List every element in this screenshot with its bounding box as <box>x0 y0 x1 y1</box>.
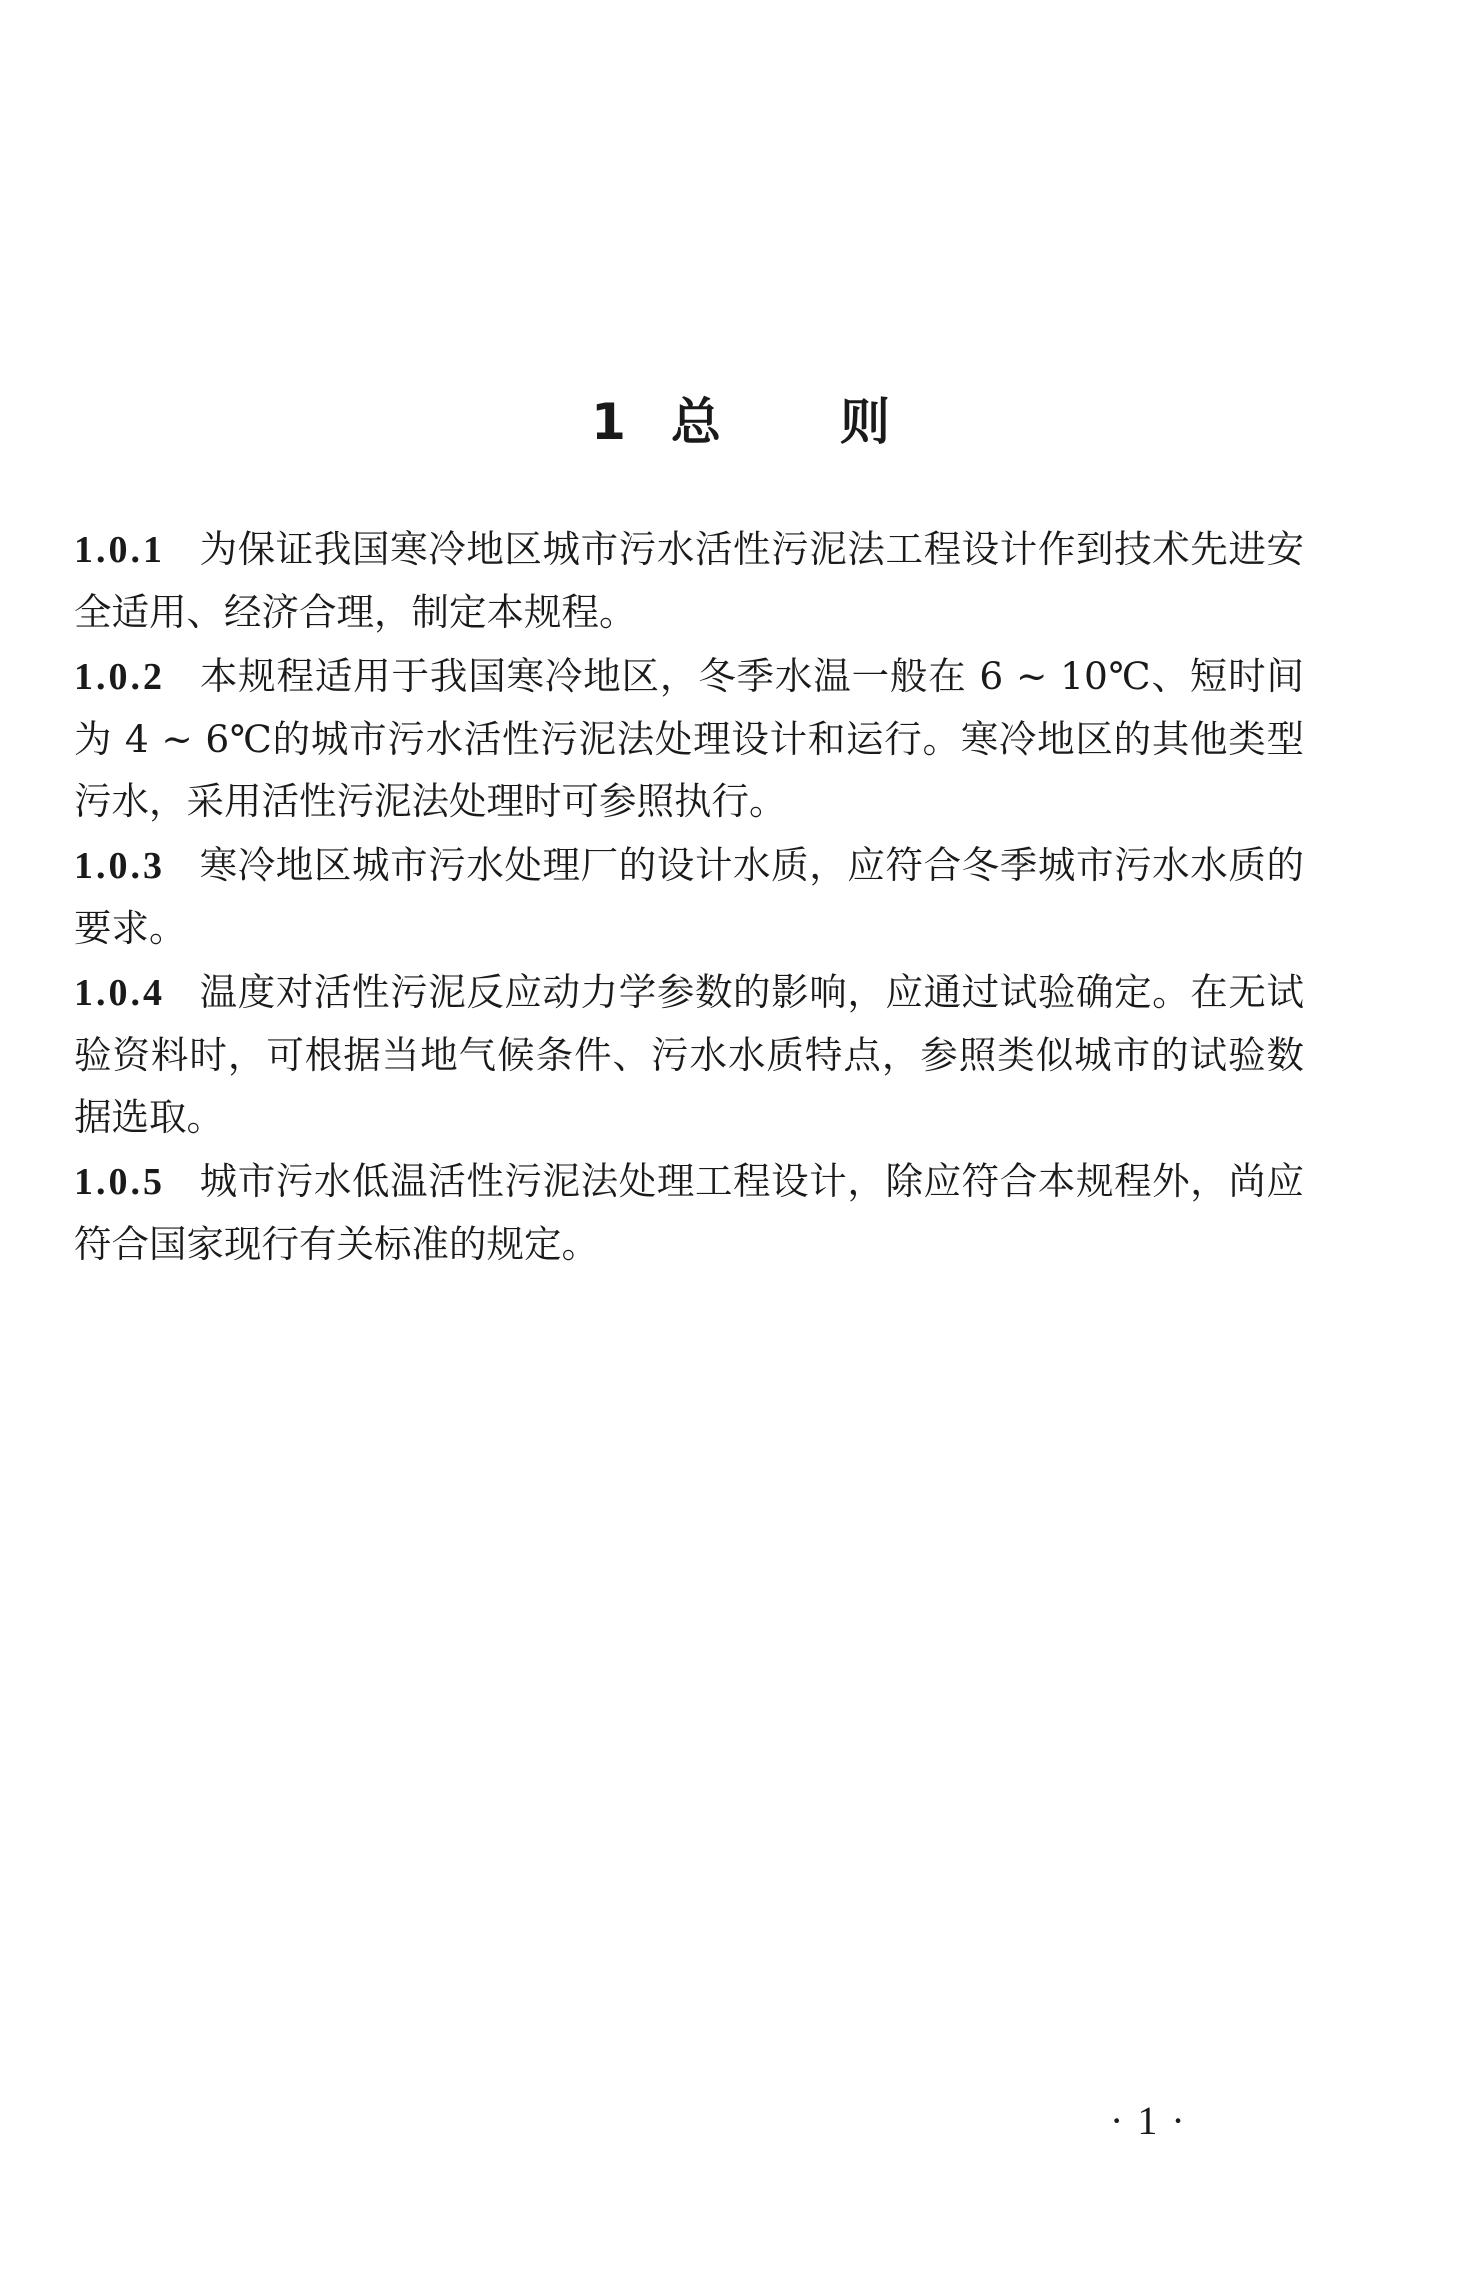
clause-number: 1.0.5 <box>74 1161 165 1203</box>
chapter-number: 1 <box>591 393 627 451</box>
clause-number: 1.0.2 <box>74 656 165 698</box>
clause-1-0-2 <box>74 645 1304 832</box>
clause-1-0-4 <box>74 961 1304 1148</box>
clause-text: 寒冷地区城市污水处理厂的设计水质，应符合冬季城市污水水质的要求。 <box>74 843 1304 950</box>
chapter-title-char-2: 则 <box>839 393 891 451</box>
clause-number: 1.0.3 <box>74 845 165 887</box>
chapter-title <box>0 382 1482 454</box>
clause-text: 本规程适用于我国寒冷地区，冬季水温一般在 6 ~ 10℃、短时间为 4 ~ 6℃的城市污水活性污泥法处理设计和运行。寒冷地区的其他类型污水，采用活性污泥法处理时可参照执行。 <box>74 654 1304 823</box>
page-number: · 1 · <box>1110 2098 1187 2143</box>
clause-text: 城市污水低温活性污泥法处理工程设计，除应符合本规程外，尚应符合国家现行有关标准的规定。 <box>74 1159 1304 1266</box>
clause-number: 1.0.1 <box>74 529 165 571</box>
chapter-title-char-1: 总 <box>670 393 722 451</box>
clause-1-0-5 <box>74 1150 1304 1275</box>
clause-1-0-1 <box>74 518 1304 643</box>
clause-text: 为保证我国寒冷地区城市污水活性污泥法工程设计作到技术先进安全适用、经济合理，制定本规程。 <box>74 527 1304 634</box>
clause-number: 1.0.4 <box>74 972 165 1014</box>
clause-list <box>74 518 1304 1277</box>
clause-text: 温度对活性污泥反应动力学参数的影响，应通过试验确定。在无试验资料时，可根据当地气候条件、污水水质特点，参照类似城市的试验数据选取。 <box>74 970 1304 1139</box>
clause-1-0-3 <box>74 834 1304 959</box>
